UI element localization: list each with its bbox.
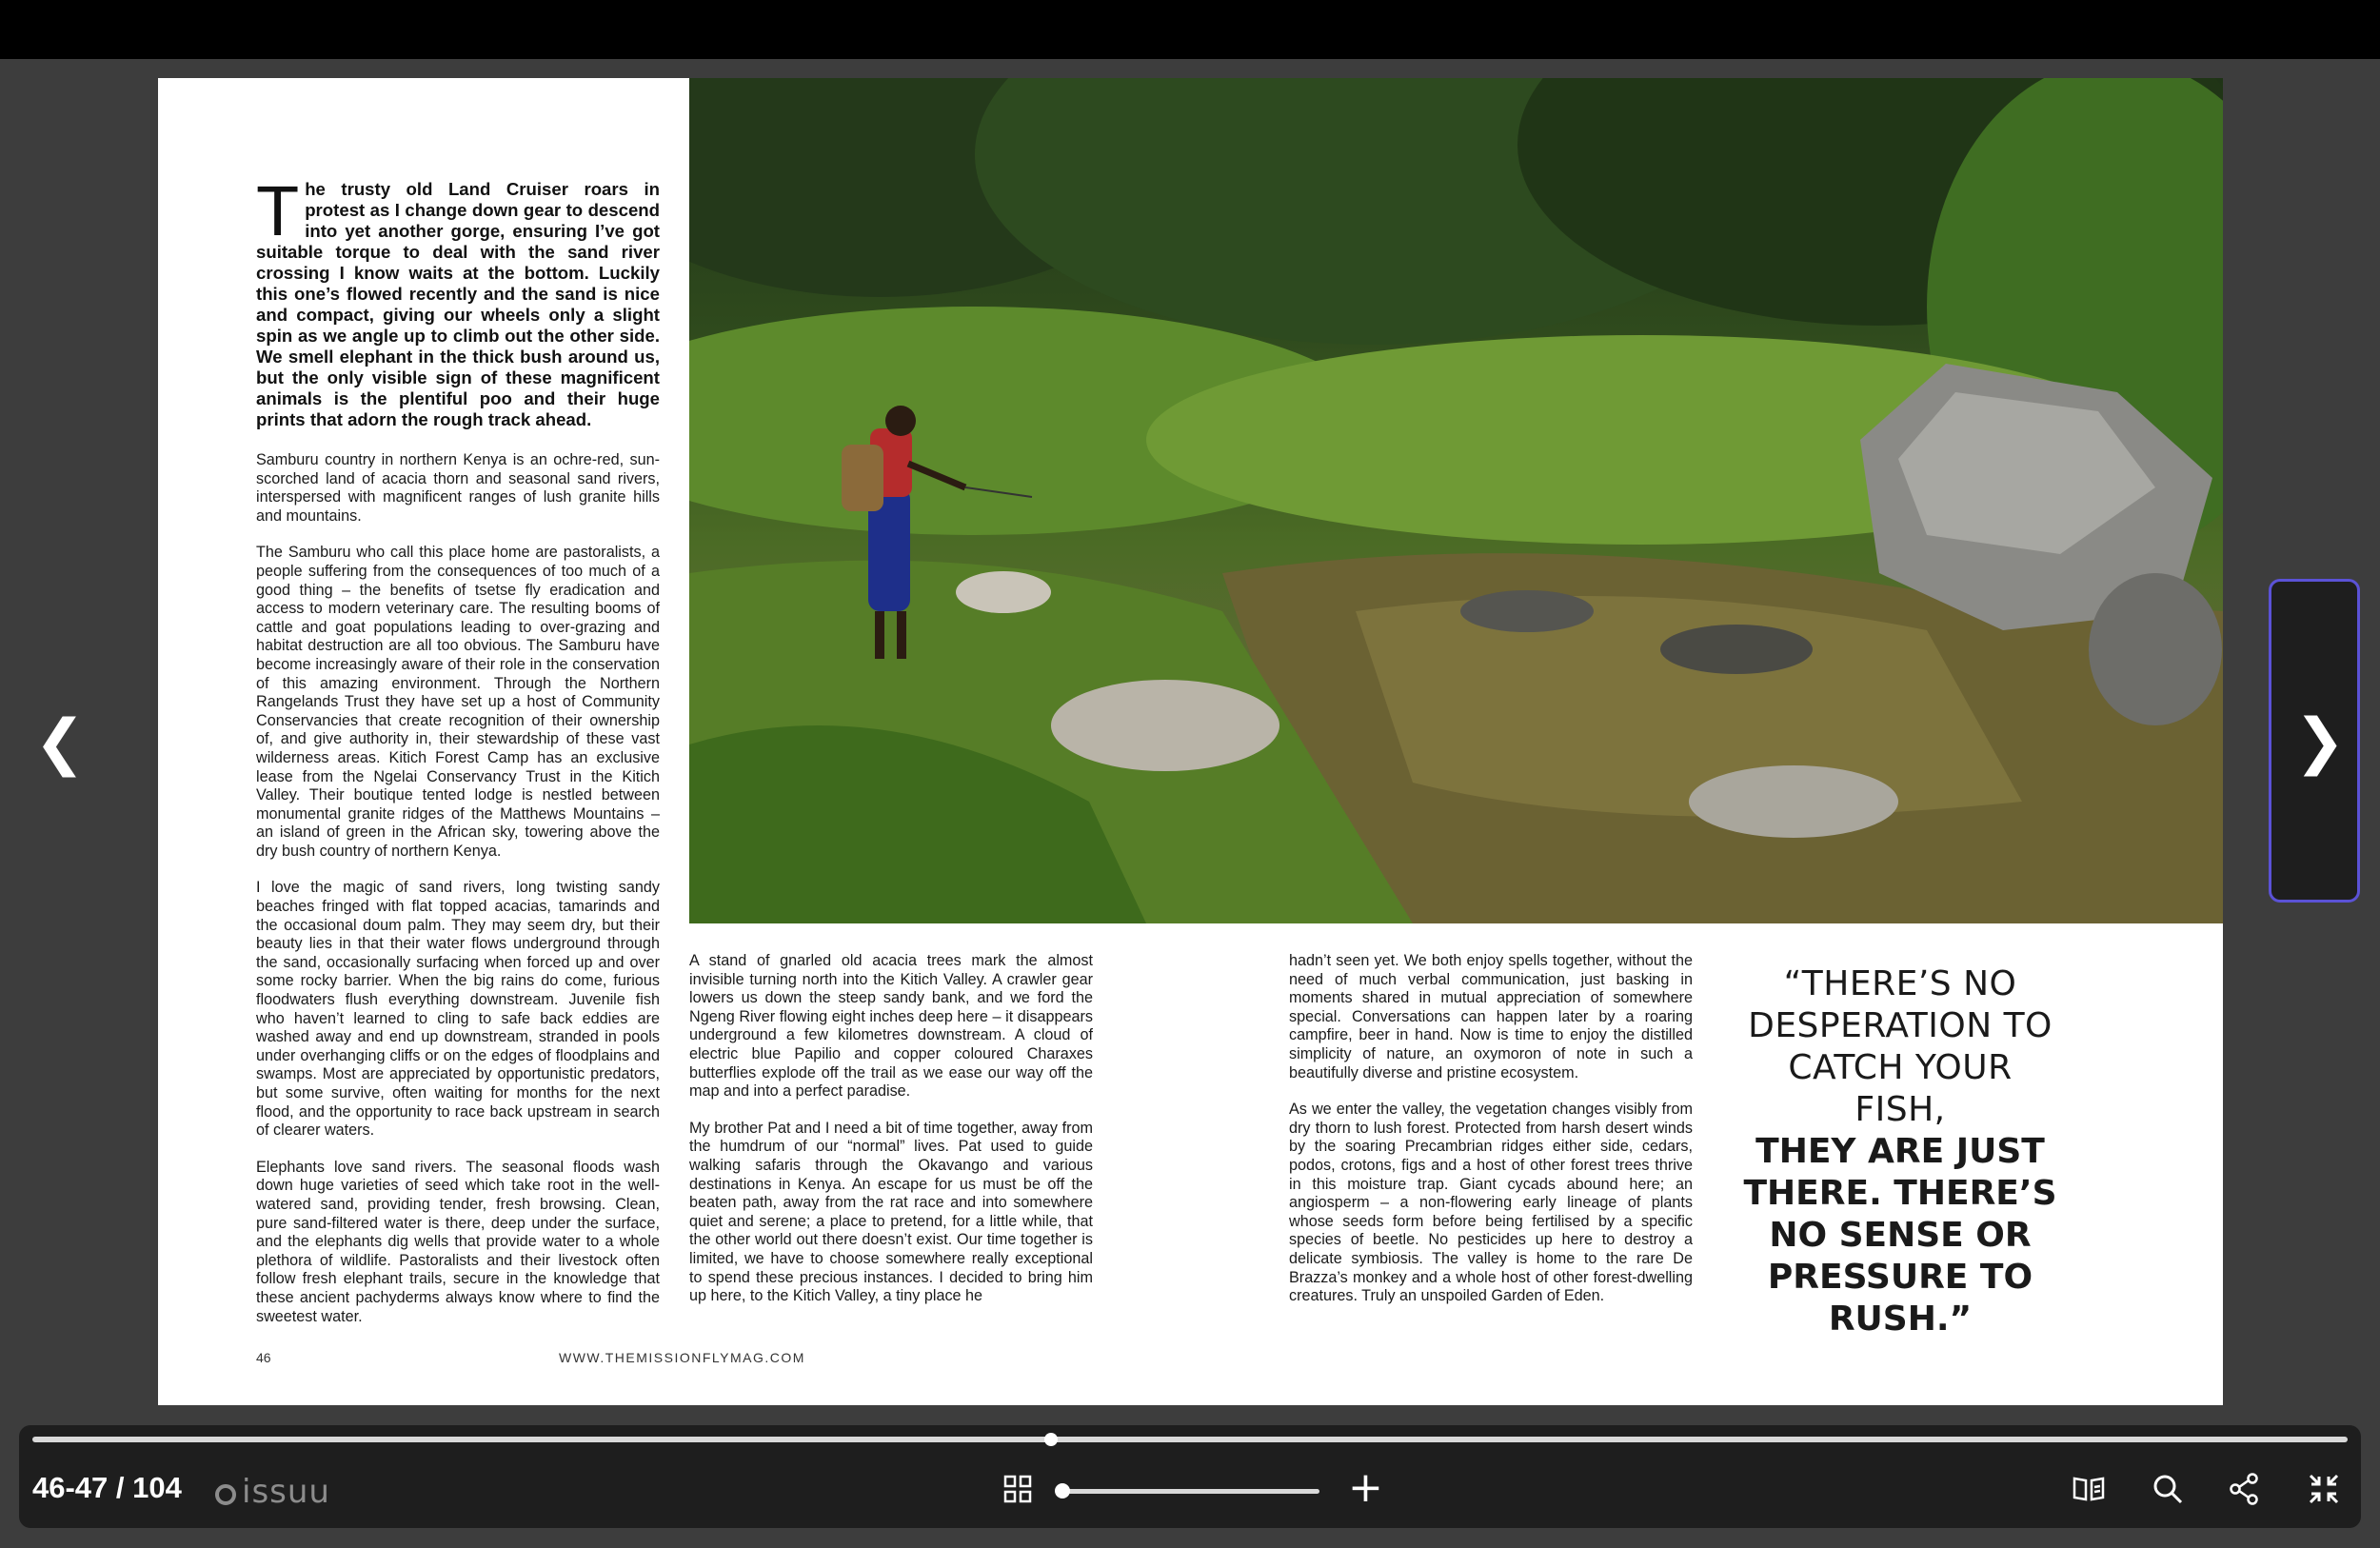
pull-quote-line: DESPERATION TO bbox=[1748, 1006, 2053, 1045]
page-progress-slider[interactable] bbox=[32, 1437, 2348, 1442]
issuu-logo-icon bbox=[215, 1484, 236, 1505]
article-column-2 bbox=[689, 952, 1093, 1324]
viewer-toolbar bbox=[19, 1425, 2361, 1528]
page-progress-handle[interactable] bbox=[1044, 1433, 1058, 1446]
magazine-spread bbox=[158, 78, 2223, 1405]
pull-quote-line: RUSH.” bbox=[1828, 1300, 1973, 1339]
plus-icon[interactable]: + bbox=[1348, 1463, 1383, 1512]
pull-quote-line: THEY ARE JUST bbox=[1755, 1132, 2045, 1171]
issuu-logo[interactable]: issuu bbox=[215, 1473, 330, 1511]
pull-quote-line: THERE. THERE’S bbox=[1743, 1174, 2057, 1213]
paragraph: My brother Pat and I need a bit of time together, away from the humdrum of our “normal” lives. Pat used to guide walking safaris through the Okavango and various destinations in Kenya. An escape for us must be off the beaten path, away from the rat race and into somewhere quiet and serene; a place to pretend, for a little while, that the other world out there doesn’t exist. Our time together is limited, we have to choose somewhere really exceptional to spend these precious instances. I decided to bring him up here, to the Kitich Valley, a tiny place he bbox=[689, 1119, 1093, 1305]
paragraph: The Samburu who call this place home are pastoralists, a people suffering from the consequences of too much of a good thing – the benefits of tsetse fly eradication and access to modern veterinary care. The resulting booms of cattle and goat populations leading to over-grazing and habitat destruction are all too obvious. The Samburu have become increasingly aware of their role in the conservation of this amazing environment. Through the Northern Rangelands Trust they have set up a host of Community Conservancies that create recognition of their ownership of, and give authority in, their stewardship of these vast wilderness areas. Kitich Forest Camp has an exclusive lease from the Ngelai Conservancy Trust in the Kitich Valley. Their boutique tented lodge is nestled between monumental granite ridges of the Matthews Mountains – an island of green in the African sky, towering above the dry bush country of northern Kenya. bbox=[256, 544, 660, 860]
zoom-slider[interactable] bbox=[1059, 1489, 1319, 1494]
next-page-button[interactable] bbox=[2269, 579, 2360, 903]
zoom-slider-handle[interactable] bbox=[1055, 1483, 1070, 1498]
grid-icon[interactable] bbox=[1003, 1475, 1032, 1503]
pull-quote-line: CATCH YOUR FISH, bbox=[1788, 1048, 2013, 1129]
reader-mode-icon[interactable] bbox=[2072, 1475, 2106, 1503]
paragraph: As we enter the valley, the vegetation changes visibly from dry thorn to lush forest. Protected from harsh desert winds by the soaring Precambrian ridges either side, cedars, podos, crotons, figs and a host of other forest trees thrive in this moisture trap. Giant cycads abound here; an angiosperm – a non-flowering early lineage of plants whose seeds form before being fertilised by a specific species of beetle. No pesticides up here to destroy a delicate symbiosis. The valley is home to the rare De Brazza’s monkey and a whole host of other forest-dwelling creatures. Truly an unspoiled Garden of Eden. bbox=[1289, 1101, 1693, 1305]
pull-quote-line: NO SENSE OR bbox=[1769, 1216, 2032, 1255]
top-bar bbox=[0, 0, 2380, 59]
article-column-1 bbox=[256, 171, 660, 1344]
share-icon[interactable] bbox=[2230, 1473, 2260, 1505]
pull-quote bbox=[1738, 963, 2062, 1340]
paragraph: A stand of gnarled old acacia trees mark the almost invisible turning north into the Kitich Valley. A crawler gear lowers us down the steep sandy bank, and we ford the Ngeng River flowing eight inches deep here – it disappears underground a few kilometres downstream. A cloud of electric blue Papilio and copper coloured Charaxes butterflies explode off the trail as we ease our way off the map and into a perfect paradise. bbox=[689, 952, 1093, 1101]
drop-cap: T bbox=[256, 171, 300, 250]
chevron-left-icon: ❮ bbox=[34, 707, 86, 778]
magazine-url: WWW.THEMISSIONFLYMAG.COM bbox=[559, 1350, 805, 1365]
exit-fullscreen-icon[interactable] bbox=[2308, 1473, 2340, 1505]
page-indicator: 46-47 / 104 bbox=[32, 1471, 182, 1504]
page-number: 46 bbox=[256, 1350, 271, 1365]
paragraph: Samburu country in northern Kenya is an ochre-red, sun-scorched land of acacia thorn and seasonal sand rivers, interspersed with magnificent ranges of lush granite hills and mountains. bbox=[256, 451, 660, 525]
lead-paragraph: The trusty old Land Cruiser roars in protest as I change down gear to descend into yet another gorge, ensuring I’ve got suitable torque to deal with the sand river crossing I know waits at the bottom. Luckily this one’s flowed recently and the sand is nice and compact, giving our wheels only a slight spin as we angle up to climb out the other side. We smell elephant in the thick bush around us, but the only visible sign of these magnificent animals is the plentiful poo and their huge prints that adorn the rough track ahead. bbox=[256, 171, 660, 429]
previous-page-button[interactable] bbox=[34, 707, 86, 778]
article-column-3 bbox=[1289, 952, 1693, 1324]
pull-quote-line: PRESSURE TO bbox=[1767, 1258, 2033, 1297]
paragraph: hadn’t seen yet. We both enjoy spells together, without the need of much verbal communication, just basking in moments shared in mutual appreciation of somewhere special. Conversations can happen later by a roaring campfire, beer in hand. Now is time to enjoy the distilled simplicity of nature, an oxymoron of note in such a beautifully diverse and pristine ecosystem. bbox=[1289, 952, 1693, 1082]
river-fishing-photo bbox=[689, 78, 2223, 923]
paragraph: Elephants love sand rivers. The seasonal floods wash down huge varieties of seed which take root in the well-watered sand, providing tender, fresh browsing. Clean, pure sand-filtered water is there, deep under the surface, and the elephants dig wells that provide water to a whole plethora of wildlife. Pastoralists and their livestock often follow fresh elephant trails, secure in the knowledge that these ancient pachyderms always know where to find the sweetest water. bbox=[256, 1158, 660, 1325]
search-icon[interactable] bbox=[2152, 1473, 2184, 1505]
pull-quote-line: “THERE’S NO bbox=[1783, 964, 2017, 1003]
paragraph: I love the magic of sand rivers, long twisting sandy beaches fringed with flat topped acacias, tamarinds and the occasional doum palm. They may seem dry, but their beauty lies in that their water flows underground through the sand, occasionally surfacing when forced up and over some rocky barrier. When the big rains do come, furious floodwaters flush everything downstream. Juvenile fish who haven’t learned to cling to safe back eddies are washed away and end up downstream, stranded in pools under overhanging cliffs or on the edges of floodplains and swamps. Most are appreciated by opportunistic predators, but some survive, often waiting for months for the next flood, and the opportunity to race back upstream in search of clearer waters. bbox=[256, 879, 660, 1140]
chevron-right-icon: ❯ bbox=[2294, 706, 2346, 777]
